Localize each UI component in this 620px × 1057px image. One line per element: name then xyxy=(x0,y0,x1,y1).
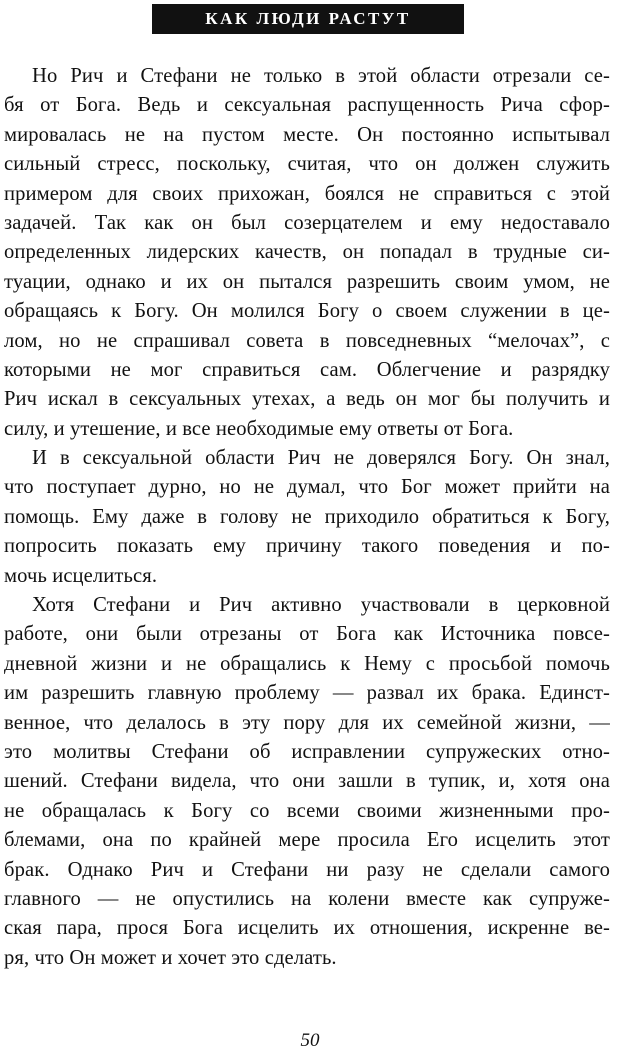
text-line: не обращалась к Богу со всеми своими жизненными про- xyxy=(4,799,610,822)
text-line: Рич искал в сексуальных утехах, а ведь он мог бы получить и xyxy=(4,388,610,411)
text-line: помощь. Ему даже в голову не приходило обратиться к Богу, xyxy=(4,505,610,528)
text-line: им разрешить главную проблему — развал их брака. Единст- xyxy=(4,682,610,705)
page-number: 50 xyxy=(300,1030,320,1051)
text-line: И в сексуальной области Рич не доверялся Богу. Он знал, xyxy=(32,447,610,470)
text-line: бя от Бога. Ведь и сексуальная распущенность Рича сфор- xyxy=(4,94,610,117)
text-line: что поступает дурно, но не думал, что Бог может прийти на xyxy=(4,476,610,499)
running-header xyxy=(152,4,464,34)
text-line: это молитвы Стефани об исправлении супружеских отно- xyxy=(4,740,610,763)
text-line: блемами, она по крайней мере просила Его исцелить этот xyxy=(4,829,610,852)
text-line: работе, они были отрезаны от Бога как Источника повсе- xyxy=(4,623,610,646)
text-line: задачей. Так как он был созерцателем и ему недоставало xyxy=(4,211,610,234)
text-line: ря, что Он может и хочет это сделать. xyxy=(4,946,337,969)
text-line: попросить показать ему причину такого поведения и по- xyxy=(4,535,610,558)
text-line: Хотя Стефани и Рич активно участвовали в церковной xyxy=(32,594,610,617)
text-line: которыми не мог справиться сам. Облегчение и разрядку xyxy=(4,358,610,381)
text-line: дневной жизни и не обращались к Нему с просьбой помочь xyxy=(4,652,610,675)
text-line: Но Рич и Стефани не только в этой области отрезали се- xyxy=(32,65,610,87)
running-header-title: КАК ЛЮДИ РАСТУТ xyxy=(205,9,411,28)
text-line: определенных лидерских качеств, он попадал в трудные си- xyxy=(4,241,610,264)
text-line: сильный стресс, поскольку, считая, что он должен служить xyxy=(4,153,610,176)
text-line: венное, что делалось в эту пору для их семейной жизни, — xyxy=(4,711,610,734)
text-line: ская пара, прося Бога исцелить их отношения, искренне ве- xyxy=(4,917,610,940)
text-line: лом, но не спрашивал совета в повседневных “мелочах”, с xyxy=(4,329,610,352)
text-line: примером для своих прихожан, боялся не справиться с этой xyxy=(4,182,610,205)
body-text xyxy=(4,62,610,973)
text-line: силу, и утешение, и все необходимые ему ответы от Бога. xyxy=(4,417,514,440)
text-line: шений. Стефани видела, что они зашли в тупик, и, хотя она xyxy=(4,770,610,793)
text-line: брак. Однако Рич и Стефани ни разу не сделали самого xyxy=(4,858,610,881)
text-line: обращаясь к Богу. Он молился Богу о своем служении в це- xyxy=(4,300,610,323)
text-line: мочь исцелиться. xyxy=(4,564,158,587)
text-line: мировалась не на пустом месте. Он постоянно испытывал xyxy=(4,123,610,146)
text-line: туации, однако и их он пытался разрешить своим умом, не xyxy=(4,270,610,293)
text-line: главного — не опустились на колени вместе как супруже- xyxy=(4,887,610,910)
